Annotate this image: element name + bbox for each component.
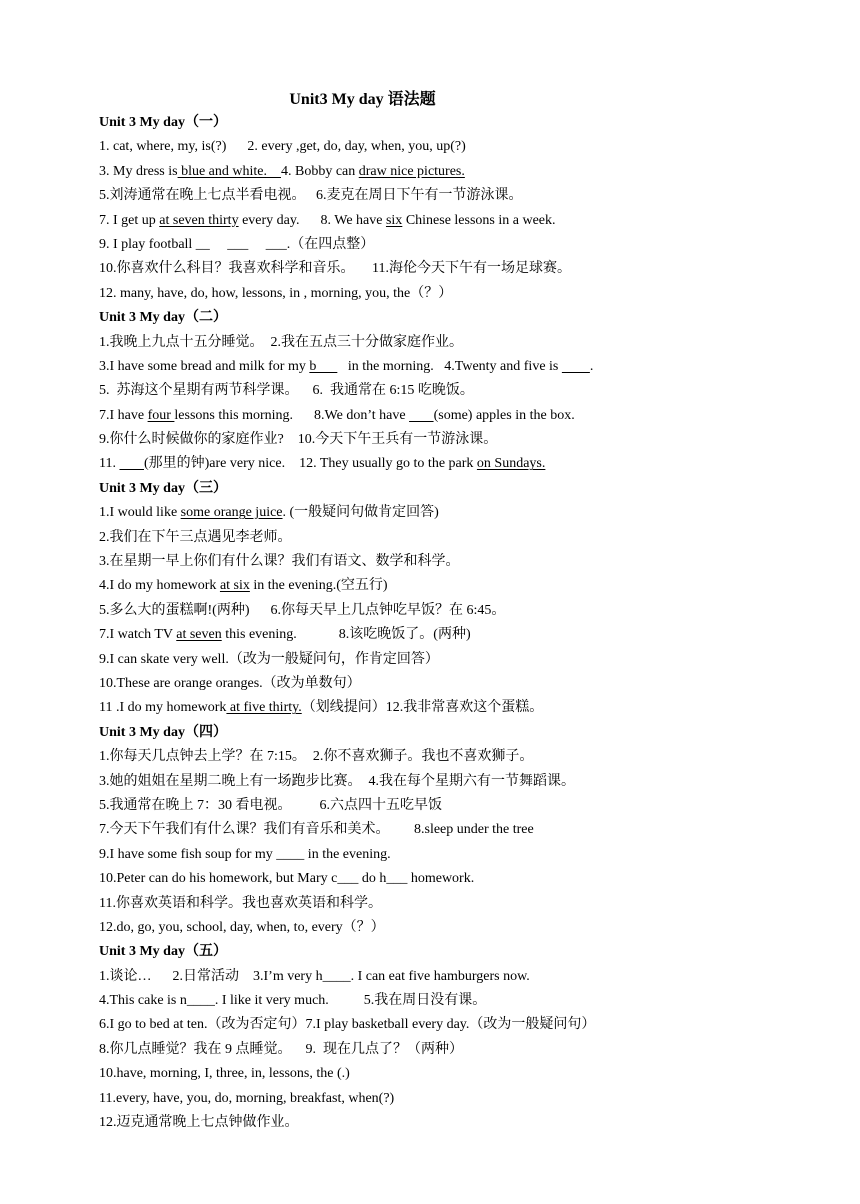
- exercise-line: [99, 916, 839, 940]
- exercise-line: [99, 867, 839, 891]
- line-text: 2.我们在下午三点遇见李老师。: [99, 529, 292, 545]
- exercise-line: [99, 648, 839, 672]
- exercise-line: [99, 1111, 839, 1135]
- exercise-line: [99, 599, 839, 623]
- underlined-text: blue and white.: [177, 163, 281, 179]
- section-heading: [99, 306, 839, 330]
- exercise-line: [99, 550, 839, 574]
- underlined-text: six: [385, 212, 403, 228]
- exercise-line: [99, 770, 839, 794]
- underlined-text: some orange juice: [180, 505, 283, 521]
- underlined-text: [119, 456, 144, 471]
- exercise-line: [99, 1087, 839, 1111]
- exercise-line: [99, 501, 839, 525]
- exercise-line: [99, 355, 839, 379]
- line-text: 4. Bobby can: [280, 163, 359, 179]
- line-text: 9.I can skate very well.（改为一般疑问句，作肯定回答）: [99, 651, 439, 667]
- section-heading: [99, 940, 839, 964]
- exercise-line: [99, 574, 839, 598]
- exercise-line: [99, 257, 839, 281]
- exercise-line: [99, 282, 839, 306]
- line-text: 1.谈论… 2.日常活动 3.I’m very h____. I can eat five hamburgers now.: [99, 968, 530, 984]
- exercise-line: [99, 331, 839, 355]
- line-text: (那里的钟)are very nice. 12. They usually go to the park: [143, 456, 477, 472]
- section-heading: [99, 111, 839, 135]
- line-text: Chinese lessons in a week.: [402, 212, 556, 228]
- line-text: 5.我通常在晚上 7：30 看电视。 6.六点四十五吃早饭: [99, 797, 442, 813]
- line-text: 10.你喜欢什么科目？我喜欢科学和音乐。 11.海伦今天下午有一场足球赛。: [99, 261, 571, 277]
- line-text: .: [589, 358, 594, 374]
- underlined-text: b: [309, 358, 338, 374]
- line-text: 7.今天下午我们有什么课？我们有音乐和美术。 8.sleep under the tree: [99, 822, 534, 838]
- exercise-line: [99, 965, 839, 989]
- exercise-line: [99, 794, 839, 818]
- line-text: . (一般疑问句做肯定回答): [282, 505, 439, 521]
- underlined-text: [409, 408, 434, 423]
- line-text: lessons this morning. 8.We don’t have: [174, 407, 410, 423]
- line-text: 11 .I do my homework: [99, 700, 227, 716]
- line-text: this evening. 8.该吃晚饭了。(两种): [221, 627, 471, 643]
- line-text: 10.Peter can do his homework, but Mary c___ do h___ homework.: [99, 871, 475, 887]
- underlined-text: at seven thirty: [159, 212, 239, 228]
- line-text: 5.刘涛通常在晚上七点半看电视。 6.麦克在周日下午有一节游泳课。: [99, 188, 523, 204]
- line-text: 10.have, morning, I, three, in, lessons, the (.): [99, 1066, 350, 1082]
- line-text: 3.在星期一早上你们有什么课？我们有语文、数学和科学。: [99, 554, 460, 570]
- line-text: 11.你喜欢英语和科学。我也喜欢英语和科学。: [99, 895, 382, 911]
- line-text: Unit 3 My day（三）: [99, 480, 227, 496]
- line-text: 5.多么大的蛋糕啊!(两种) 6.你每天早上几点钟吃早饭？在 6:45。: [99, 602, 506, 618]
- line-text: 5. 苏海这个星期有两节科学课。 6. 我通常在 6:15 吃晚饭。: [99, 383, 474, 399]
- exercise-line: [99, 160, 839, 184]
- line-text: 3.她的姐姐在星期二晚上有一场跑步比赛。 4.我在每个星期六有一节舞蹈课。: [99, 773, 575, 789]
- exercise-line: [99, 526, 839, 550]
- line-text: 1. cat, where, my, is(?) 2. every ,get, do, day, when, you, up(?): [99, 139, 466, 155]
- section-heading: [99, 721, 839, 745]
- line-text: 4.This cake is n____. I like it very much. 5.我在周日没有课。: [99, 993, 487, 1009]
- line-text: Unit 3 My day（四）: [99, 724, 227, 740]
- exercise-line: [99, 404, 839, 428]
- line-text: 11.: [99, 456, 120, 472]
- exercise-line: [99, 696, 839, 720]
- line-text: 3. My dress is: [99, 163, 178, 179]
- exercise-line: [99, 745, 839, 769]
- exercise-line: [99, 233, 839, 257]
- line-text: 6.I go to bed at ten.（改为否定句）7.I play basketball every day.（改为一般疑问句）: [99, 1017, 596, 1033]
- line-text: Unit 3 My day（二）: [99, 310, 227, 326]
- exercise-line: [99, 818, 839, 842]
- underlined-text: on Sundays.: [476, 456, 546, 472]
- underlined-text: draw nice pictures.: [358, 163, 465, 179]
- line-text: every day. 8. We have: [238, 212, 386, 228]
- line-text: 11.every, have, you, do, morning, breakfast, when(?): [99, 1090, 395, 1106]
- exercise-line: [99, 892, 839, 916]
- exercise-line: [99, 135, 839, 159]
- line-text: (some) apples in the box.: [433, 407, 575, 423]
- line-text: 12. many, have, do, how, lessons, in , morning, you, the（？）: [99, 285, 453, 301]
- line-text: 7.I have: [99, 407, 148, 423]
- page-title: Unit3 My day 语法题: [289, 91, 436, 108]
- exercise-line: [99, 1062, 839, 1086]
- exercise-line: [99, 843, 839, 867]
- exercise-line: [99, 379, 839, 403]
- line-text: in the evening.(空五行): [249, 578, 388, 594]
- underlined-text: at five thirty.: [226, 700, 302, 716]
- exercise-line: [99, 452, 839, 476]
- exercise-list: [99, 111, 839, 1135]
- underlined-text: four: [147, 407, 175, 423]
- underlined-text: at six: [219, 578, 250, 594]
- underlined-text: [562, 359, 590, 374]
- exercise-line: [99, 184, 839, 208]
- line-text: 12.do, go, you, school, day, when, to, every（？）: [99, 919, 385, 935]
- exercise-line: [99, 1013, 839, 1037]
- line-text: 9.I have some fish soup for my ____ in the evening.: [99, 846, 391, 862]
- exercise-line: [99, 989, 839, 1013]
- line-text: Unit 3 My day（一）: [99, 115, 227, 130]
- line-text: 1.你每天几点钟去上学？在 7:15。 2.你不喜欢狮子。我也不喜欢狮子。: [99, 749, 534, 765]
- line-text: 7.I watch TV: [99, 627, 177, 643]
- underlined-text: at seven: [176, 627, 222, 643]
- exercise-line: [99, 1038, 839, 1062]
- exercise-line: [99, 428, 839, 452]
- line-text: 9. I play football __ ___ ___.（在四点整）: [99, 236, 375, 252]
- line-text: 9.你什么时候做你的家庭作业? 10.今天下午王兵有一节游泳课。: [99, 432, 498, 448]
- line-text: 3.I have some bread and milk for my: [99, 358, 310, 374]
- line-text: 7. I get up: [99, 212, 160, 228]
- exercise-line: [99, 209, 839, 233]
- line-text: 1.I would like: [99, 505, 181, 521]
- line-text: 1.我晚上九点十五分睡觉。 2.我在五点三十分做家庭作业。: [99, 334, 463, 350]
- line-text: 10.These are orange oranges.（改为单数句）: [99, 675, 361, 691]
- line-text: 12.迈克通常晚上七点钟做作业。: [99, 1115, 299, 1131]
- exercise-line: [99, 623, 839, 647]
- exercise-line: [99, 672, 839, 696]
- line-text: 8.你几点睡觉？我在 9 点睡觉。 9. 现在几点了？（两种）: [99, 1041, 463, 1057]
- line-text: Unit 3 My day（五）: [99, 944, 227, 960]
- line-text: （划线提问）12.我非常喜欢这个蛋糕。: [301, 700, 544, 716]
- line-text: in the morning. 4.Twenty and five is: [337, 358, 562, 374]
- section-heading: [99, 477, 839, 501]
- line-text: 4.I do my homework: [99, 578, 220, 594]
